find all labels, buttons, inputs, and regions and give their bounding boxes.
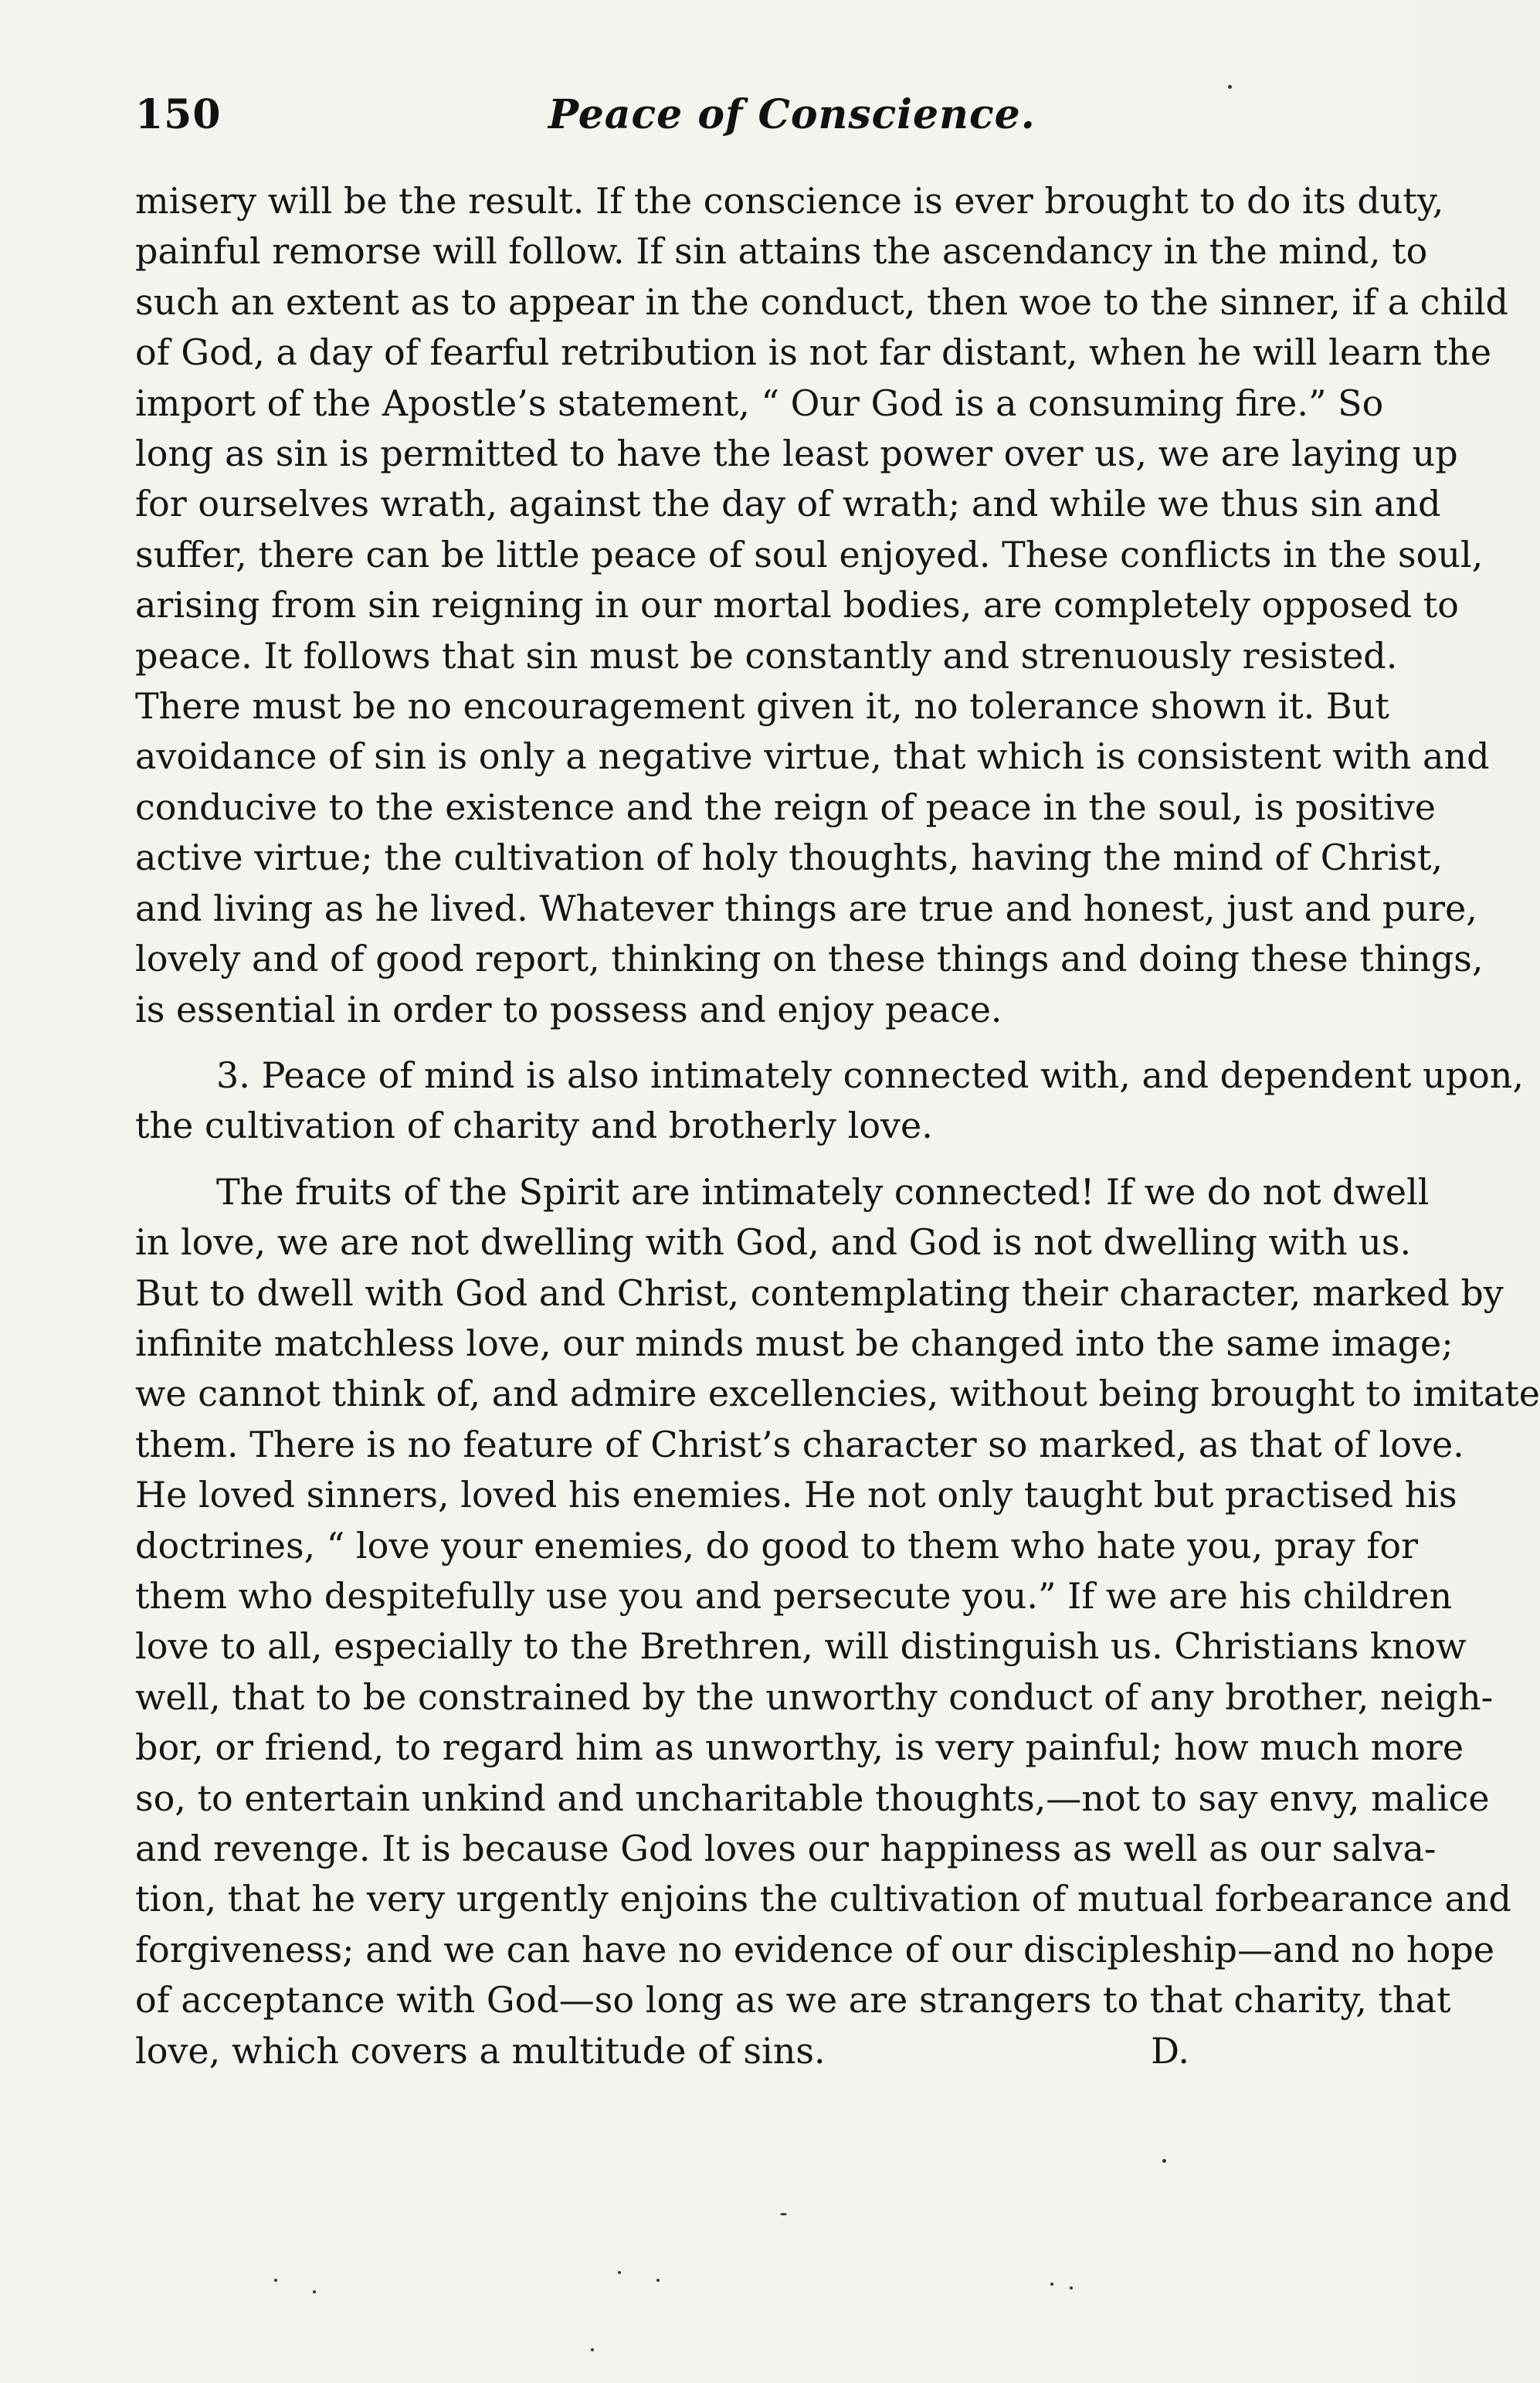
text-line: love, which covers a multitude of sins. — [135, 2029, 826, 2072]
paragraph-2 — [135, 1051, 1525, 1152]
page-header — [135, 91, 1332, 161]
print-speck — [1050, 2283, 1053, 2286]
text-line: well, that to be constrained by the unworthy conduct of any brother, neigh- — [135, 1675, 1494, 1718]
text-line: doctrines, “ love your enemies, do good to them who hate you, pray for — [135, 1524, 1419, 1567]
text-line: The fruits of the Spirit are intimately connected! If we do not dwell — [216, 1170, 1430, 1213]
text-line: He loved sinners, loved his enemies. He not only taught but practised his — [135, 1474, 1457, 1516]
text-line: forgiveness; and we can have no evidence of our discipleship—and no hope — [135, 1928, 1495, 1971]
print-speck — [618, 2271, 621, 2274]
text-line: painful remorse will follow. If sin attains the ascendancy in the mind, to — [135, 230, 1428, 273]
text-line: misery will be the result. If the conscience is ever brought to do its duty, — [135, 180, 1444, 222]
paragraph-1 — [135, 176, 1509, 1035]
text-line: But to dwell with God and Christ, contemplating their character, marked by — [135, 1271, 1504, 1314]
text-line: lovely and of good report, thinking on these things and doing these things, — [135, 938, 1484, 980]
page-number: 150 — [135, 91, 222, 138]
print-speck — [656, 2279, 660, 2282]
text-line: tion, that he very urgently enjoins the cultivation of mutual forbearance and — [135, 1878, 1511, 1920]
text-line: infinite matchless love, our minds must be changed into the same image; — [135, 1322, 1454, 1364]
text-line: the cultivation of charity and brotherly love. — [135, 1105, 933, 1147]
text-line: and living as he lived. Whatever things are true and honest, just and pure, — [135, 887, 1477, 929]
print-speck — [1070, 2286, 1073, 2290]
text-line: them. There is no feature of Christ’s character so marked, as that of love. — [135, 1423, 1464, 1465]
text-line: them who despitefully use you and persecute you.” If we are his children — [135, 1574, 1453, 1617]
text-line: There must be no encouragement given it, no tolerance shown it. But — [135, 685, 1389, 728]
print-speck — [1228, 85, 1232, 89]
text-line: long as sin is permitted to have the least power over us, we are laying up — [135, 433, 1458, 475]
print-speck — [313, 2290, 316, 2293]
print-speck — [591, 2348, 594, 2351]
text-line: 3. Peace of mind is also intimately connected with, and dependent upon, — [216, 1054, 1525, 1096]
paragraph-gap — [135, 1035, 1321, 1051]
text-line: avoidance of sin is only a negative virtue, that which is consistent with and — [135, 735, 1490, 778]
paragraph-3 — [135, 1167, 1540, 2076]
text-line: so, to entertain unkind and uncharitable thoughts,—not to say envy, malice — [135, 1777, 1490, 1819]
text-line: peace. It follows that sin must be constantly and strenuously resisted. — [135, 634, 1398, 677]
text-line: and revenge. It is because God loves our happiness as well as our salva- — [135, 1828, 1437, 1869]
text-line: of God, a day of fearful retribution is not far distant, when he will learn the — [135, 331, 1492, 374]
text-line: such an extent as to appear in the conduct, then woe to the sinner, if a child — [135, 280, 1509, 323]
paragraph-gap — [135, 1152, 1321, 1167]
text-line: active virtue; the cultivation of holy thoughts, having the mind of Christ, — [135, 837, 1443, 879]
text-line: of acceptance with God—so long as we are strangers to that charity, that — [135, 1979, 1451, 2021]
print-speck — [780, 2213, 787, 2215]
text-line: bor, or friend, to regard him as unworthy, is very painful; how much more — [135, 1726, 1464, 1769]
running-title: Peace of Conscience. — [548, 91, 1036, 138]
text-line: arising from sin reigning in our mortal bodies, are completely opposed to — [135, 584, 1459, 626]
text-line: is essential in order to possess and enjoy peace. — [135, 988, 1002, 1030]
text-line: import of the Apostle’s statement, “ Our God is a consuming fire.” So — [135, 382, 1384, 424]
print-speck — [1162, 2159, 1166, 2163]
text-line: we cannot think of, and admire excellencies, without being brought to imitate — [135, 1373, 1540, 1415]
text-line: for ourselves wrath, against the day of wrath; and while we thus sin and — [135, 483, 1441, 525]
print-speck — [274, 2279, 277, 2282]
closing-line — [135, 2026, 1321, 2076]
body-text — [135, 176, 1540, 2076]
text-line: conducive to the existence and the reign of peace in the soul, is positive — [135, 786, 1436, 828]
text-line: suffer, there can be little peace of soul enjoyed. These conflicts in the soul, — [135, 533, 1484, 575]
author-signature: D. — [1151, 2029, 1189, 2072]
text-line: love to all, especially to the Brethren, will distinguish us. Christians know — [135, 1625, 1467, 1668]
text-line: in love, we are not dwelling with God, and God is not dwelling with us. — [135, 1221, 1412, 1264]
